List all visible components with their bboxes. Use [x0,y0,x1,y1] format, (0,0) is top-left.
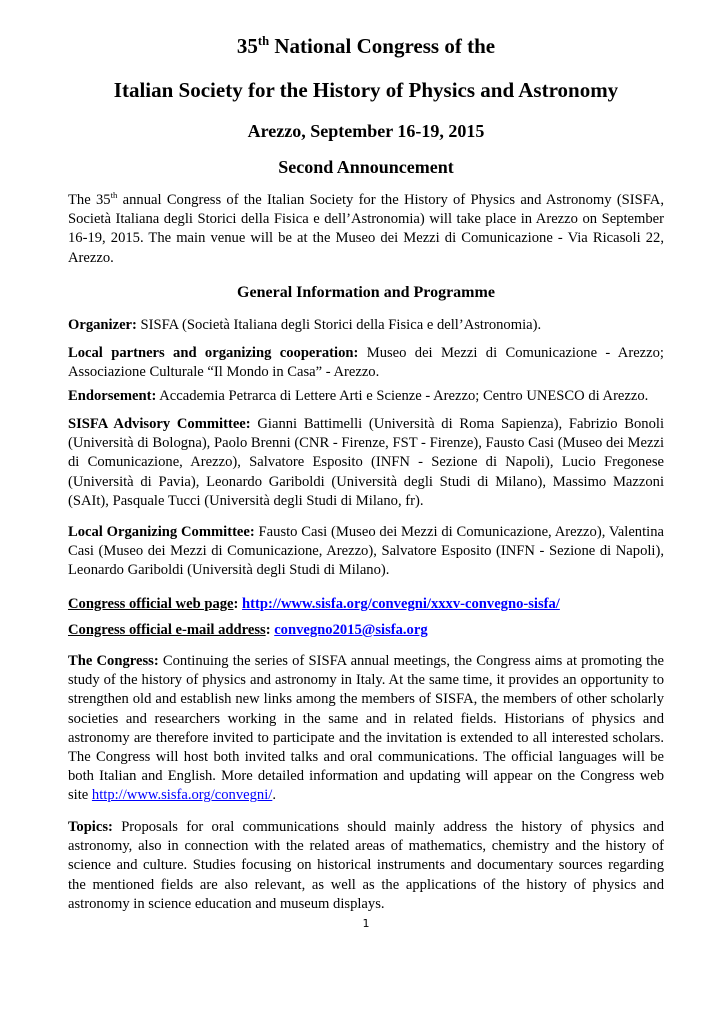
congress-web-link[interactable]: http://www.sisfa.org/convegni/ [91,787,273,804]
congress-paragraph [68,652,664,806]
web-page-link[interactable]: http://www.sisfa.org/convegni/xxxv-convegno-sisfa/ [242,596,560,612]
topics-text: Proposals for oral communications should mainly address the history of physics and astronomy, also in connection with the related areas of mathematics, chemistry and the history of science and culture. Studies focusing on historical instruments and documentary sources regarding the mentioned fields are also relevant, as well as the applications of the history of physics and astronomy in science education and museum displays. [68,819,664,912]
section-heading-general: General Information and Programme [237,284,495,301]
endorsement-label: Endorsement: [68,388,157,404]
partners-paragraph [68,344,664,382]
page-title-line2: Italian Society for the History of Physics and Astronomy [113,78,619,102]
web-page-colon: : [233,596,243,612]
endorsement-text: Accademia Petrarca di Lettere Arti e Scienze - Arezzo; Centro UNESCO di Arezzo. [156,388,649,404]
page-number: 1 [362,917,370,930]
announcement-title: Second Announcement [278,157,454,177]
organizer-label: Organizer: [68,317,137,333]
partners-label: Local partners and organizing cooperation: [68,345,359,361]
page-title-line1 [68,34,664,58]
topics-label: Topics: [68,819,113,835]
local-committee-label: Local Organizing Committee: [68,524,255,540]
organizer-text: SISFA (Società Italiana degli Storici della Fisica e dell’Astronomia). [136,317,542,333]
web-page-label: Congress official web page [68,596,234,612]
congress-end: . [272,787,276,804]
advisory-committee-paragraph [68,415,664,511]
local-committee-text: Fausto Casi (Museo dei Mezzi di Comunicazione, Arezzo), Valentina Casi (Museo dei Mezzi di Comunicazione, Arezzo), Salvatore Esposito (INFN - Sezione di Napoli), Leonardo Gariboldi (Università degli Studi di Milano). [68,524,664,579]
title-number: 35 [236,34,258,58]
intro-paragraph [68,191,664,268]
title-rest: National Congress of the [269,34,496,58]
email-colon: : [265,622,275,638]
intro-text: annual Congress of the Italian Society for the History of Physics and Astronomy (SISFA, Società Italiana degli Storici della Fisica e dell’Astronomia) will take place in Arezzo on September 16-19, 2015. The main venue will be at the Museo dei Mezzi di Comunicazione - Via Ricasoli 22, Arezzo. [68,192,664,266]
web-page-line [68,595,664,614]
congress-label: The Congress: [68,653,159,669]
title-superscript: th [257,34,270,48]
congress-text: Continuing the series of SISFA annual meetings, the Congress aims at promoting the study of the history of physics and astronomy in Italy. At the same time, it provides an opportunity to strengthen old and establish new links among the members of SISFA, the members of other scholarly societies and researchers working in the same and in related fields. Historians of physics and astronomy are therefore invited to participate and the invitation is extended to all interested scholars. The Congress will host both invited talks and oral communications. The official languages will be both Italian and English. More detailed information and updating will appear on the Congress web site [68,653,665,804]
endorsement-paragraph [68,387,664,406]
email-link[interactable]: convegno2015@sisfa.org [274,622,428,638]
advisory-text: Gianni Battimelli (Università di Roma Sapienza), Fabrizio Bonoli (Università di Bologna), Paolo Brenni (CNR - Firenze, FST - Firenze), Fausto Casi (Museo dei Mezzi di Comunicazione, Arezzo), Salvatore Esposito (INFN - Sezione di Napoli), Lucio Fregonese (Università di Pavia), Leonardo Gariboldi (Università degli Studi di Milano), Massimo Mazzoni (SAIt), Pasquale Tucci (Università degli Studi di Milano, fr). [68,416,665,509]
advisory-label: SISFA Advisory Committee: [68,416,251,432]
partners-text: Museo dei Mezzi di Comunicazione - Arezzo; Associazione Culturale “Il Mondo in Casa” - Arezzo. [68,345,664,381]
email-line [68,621,664,640]
organizer-paragraph [68,316,664,335]
intro-pre: The 35 [68,192,111,208]
local-committee-paragraph [68,523,664,581]
topics-paragraph [68,818,664,914]
email-label: Congress official e-mail address [68,622,266,638]
intro-superscript: th [110,190,118,201]
place-date: Arezzo, September 16-19, 2015 [247,121,485,141]
